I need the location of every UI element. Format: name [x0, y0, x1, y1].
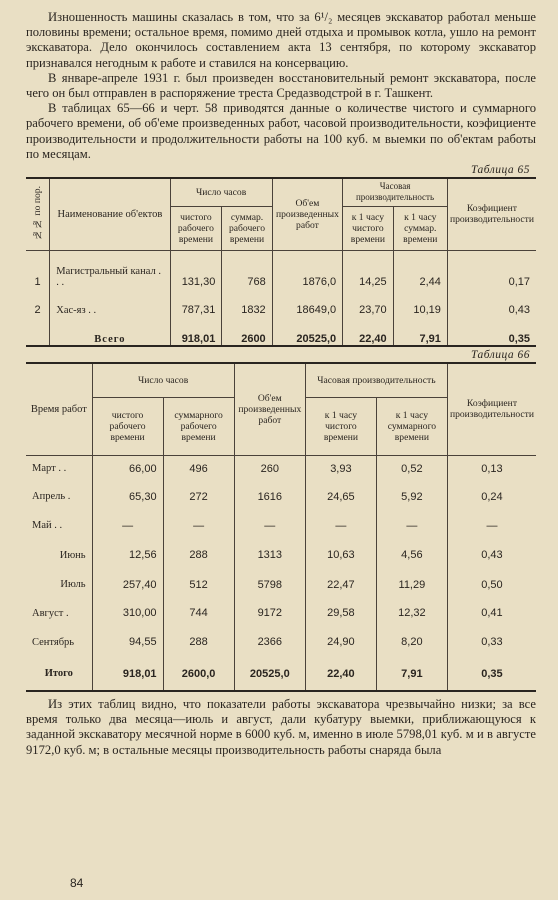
table-row: Апрель . 65,30 272 1616 24,65 5,92 0,24	[26, 482, 536, 511]
col-time-header: Время работ	[26, 363, 92, 455]
page-number: 84	[70, 876, 84, 890]
col-name-header: Наименование об'ектов	[50, 178, 170, 250]
table-row: 1 Магистральный канал . . . 131,30 768 1876,0 14,25 2,44 0,17	[26, 250, 536, 288]
paragraph-3: В таблицах 65—66 и черт. 58 приводятся данные о количестве чистого и суммарного рабочего времени, об об'еме произведенных работ, часовой производительности, коэфициенте производительности и продолжительности работы на 100 куб. м выемки по об'ектам работы по месяцам.	[26, 101, 536, 161]
col-hours-net-header: чистого рабочего времени	[170, 206, 222, 250]
col-hours-net-header: чистого рабочего времени	[92, 397, 163, 455]
col-hours-total-header: суммарного рабочего времени	[163, 397, 234, 455]
col-hours-total-header: суммар. рабочего времени	[222, 206, 272, 250]
table-total-row: Всего 918,01 2600 20525,0 22,40 7,91 0,35	[26, 316, 536, 346]
table-65	[26, 177, 536, 347]
col-hours-header: Число часов	[92, 363, 234, 397]
table-66	[26, 362, 536, 692]
table-row: Июль 257,40 512 5798 22,47 11,29 0,50	[26, 570, 536, 599]
table-total-row: Итого 918,01 2600,0 20525,0 22,40 7,91 0,35	[26, 657, 536, 691]
paragraph-2: В январе-апреле 1931 г. был произведен восстановительный ремонт экскаватора, после чего он был отправлен в распоряжение треста Средазводстрой в г. Ташкент.	[26, 70, 536, 101]
table-row: Март . . 66,00 496 260 3,93 0,52 0,13	[26, 455, 536, 482]
col-prod-header: Часовая производительность	[343, 178, 448, 206]
table-row: Август . 310,00 744 9172 29,58 12,32 0,41	[26, 599, 536, 627]
col-coef-header: Коэфициент производительности	[447, 178, 536, 250]
col-prod-total-header: к 1 часу суммар. времени	[393, 206, 447, 250]
paragraph-1: Изношенность машины сказалась в том, что за 6¹/₂ месяцев экскаватор работал меньше половины времени; остальное время, помимо дней отдыха и промывок котла, ушло на ремонт экскаватора. Дело окончилось составлением акта 13 сентября, по которому экскаватор признавался негодным к работе и ставился на консервацию.	[26, 10, 536, 70]
table-row: Май . . — — — — — —	[26, 511, 536, 540]
col-num-header: №№ по пор.	[26, 178, 50, 250]
table-row: Июнь 12,56 288 1313 10,63 4,56 0,43	[26, 540, 536, 570]
col-hours-header: Число часов	[170, 178, 272, 206]
table-65-caption: Таблица 65	[470, 164, 530, 177]
paragraph-4: Из этих таблиц видно, что показатели работы экскаватора чрезвычайно низки; за все время только два месяца—июль и август, дали кубатуру выемки, приближающуюся к заданной экскаватору месячной норме в 6000 куб. м, именно в июле 5798,01 куб. м и в августе 9172,0 куб. м; в остальные месяцы производительность работы снаряда была	[26, 697, 536, 757]
col-volume-header: Об'ем произведенных работ	[234, 363, 305, 455]
table-66-caption: Таблица 66	[470, 349, 530, 362]
table-row: Сентябрь 94,55 288 2366 24,90 8,20 0,33	[26, 627, 536, 657]
col-volume-header: Об'ем произведенных работ	[272, 178, 342, 250]
col-prod-net-header: к 1 часу чистого времени	[343, 206, 393, 250]
col-coef-header: Коэфициент производительности	[447, 363, 536, 455]
col-prod-header: Часовая производительность	[305, 363, 447, 397]
col-prod-net-header: к 1 часу чистого времени	[305, 397, 376, 455]
table-row: 2 Хас-яз . . 787,31 1832 18649,0 23,70 10,19 0,43	[26, 288, 536, 316]
col-prod-total-header: к 1 часу суммарного времени	[376, 397, 447, 455]
